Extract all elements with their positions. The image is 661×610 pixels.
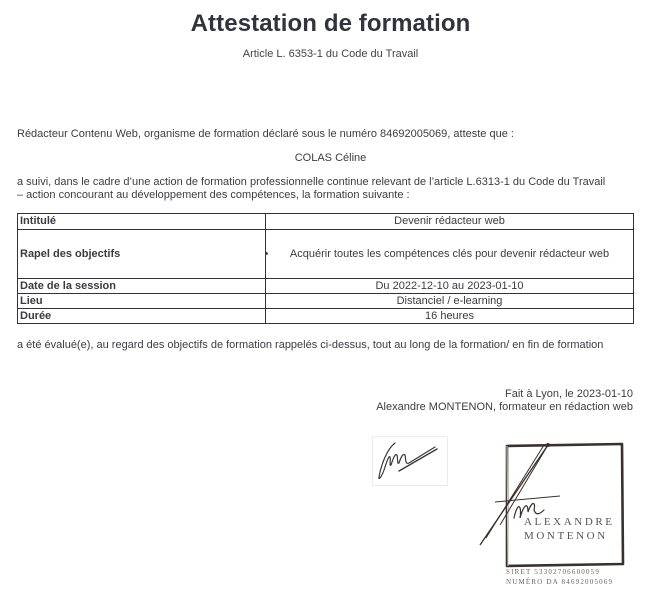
page-title: Attestation de formation [190, 10, 471, 37]
table-row [18, 294, 634, 309]
stamp-name-line-1: ALEXANDRE [524, 516, 615, 528]
row-label: Lieu [18, 294, 266, 309]
legal-reference: Article L. 6353-1 du Code du Travail [242, 48, 419, 60]
signature-scribble-icon [373, 437, 447, 485]
row-label: Date de la session [18, 279, 266, 294]
training-details-table [17, 213, 634, 324]
row-label: Rapel des objectifs [18, 230, 266, 279]
row-label: Durée [18, 309, 266, 324]
table-row [18, 279, 634, 294]
table-row [18, 309, 634, 324]
row-label: Intitulé [18, 214, 266, 230]
place-and-date: Fait à Lyon, le 2023-01-10 [504, 388, 633, 400]
context-line-2: – action concourant au développement des compétences, la formation suivante : [17, 189, 410, 201]
objective-text: Acquérir toutes les compétences clés pour devenir rédacteur web [289, 247, 610, 260]
stamp-numero-da: NUMÉRO DA 84692005069 [506, 578, 614, 586]
row-value-objectives [266, 230, 634, 279]
row-value: 16 heures [266, 309, 634, 324]
objectives-list [264, 247, 631, 261]
signatory: Alexandre MONTENON, formateur en rédaction web [376, 401, 633, 413]
organization-statement: Rédacteur Contenu Web, organisme de formation déclaré sous le numéro 84692005069, atteste que : [17, 128, 514, 140]
evaluation-statement: a été évalué(e), au regard des objectifs de formation rappelés ci-dessus, tout au long de la formation/ en fin de formation [17, 339, 604, 351]
bullet-icon: • [264, 247, 269, 260]
row-value: Distanciel / e-learning [266, 294, 634, 309]
stamp-name-line-2: MONTENON [524, 530, 608, 542]
stamp-siret: SIRET 53302706600059 [506, 568, 601, 576]
list-item [264, 247, 615, 261]
context-line-1: a suivi, dans le cadre d’une action de formation professionnelle continue relevant de l’article L.6313-1 du Code du Travail [17, 176, 606, 188]
signature-image [372, 436, 448, 486]
trainee-name: COLAS Céline [294, 152, 367, 164]
row-value: Du 2022-12-10 au 2023-01-10 [266, 279, 634, 294]
row-value: Devenir rédacteur web [266, 214, 634, 230]
table-row [18, 214, 634, 230]
table-row [18, 230, 634, 279]
